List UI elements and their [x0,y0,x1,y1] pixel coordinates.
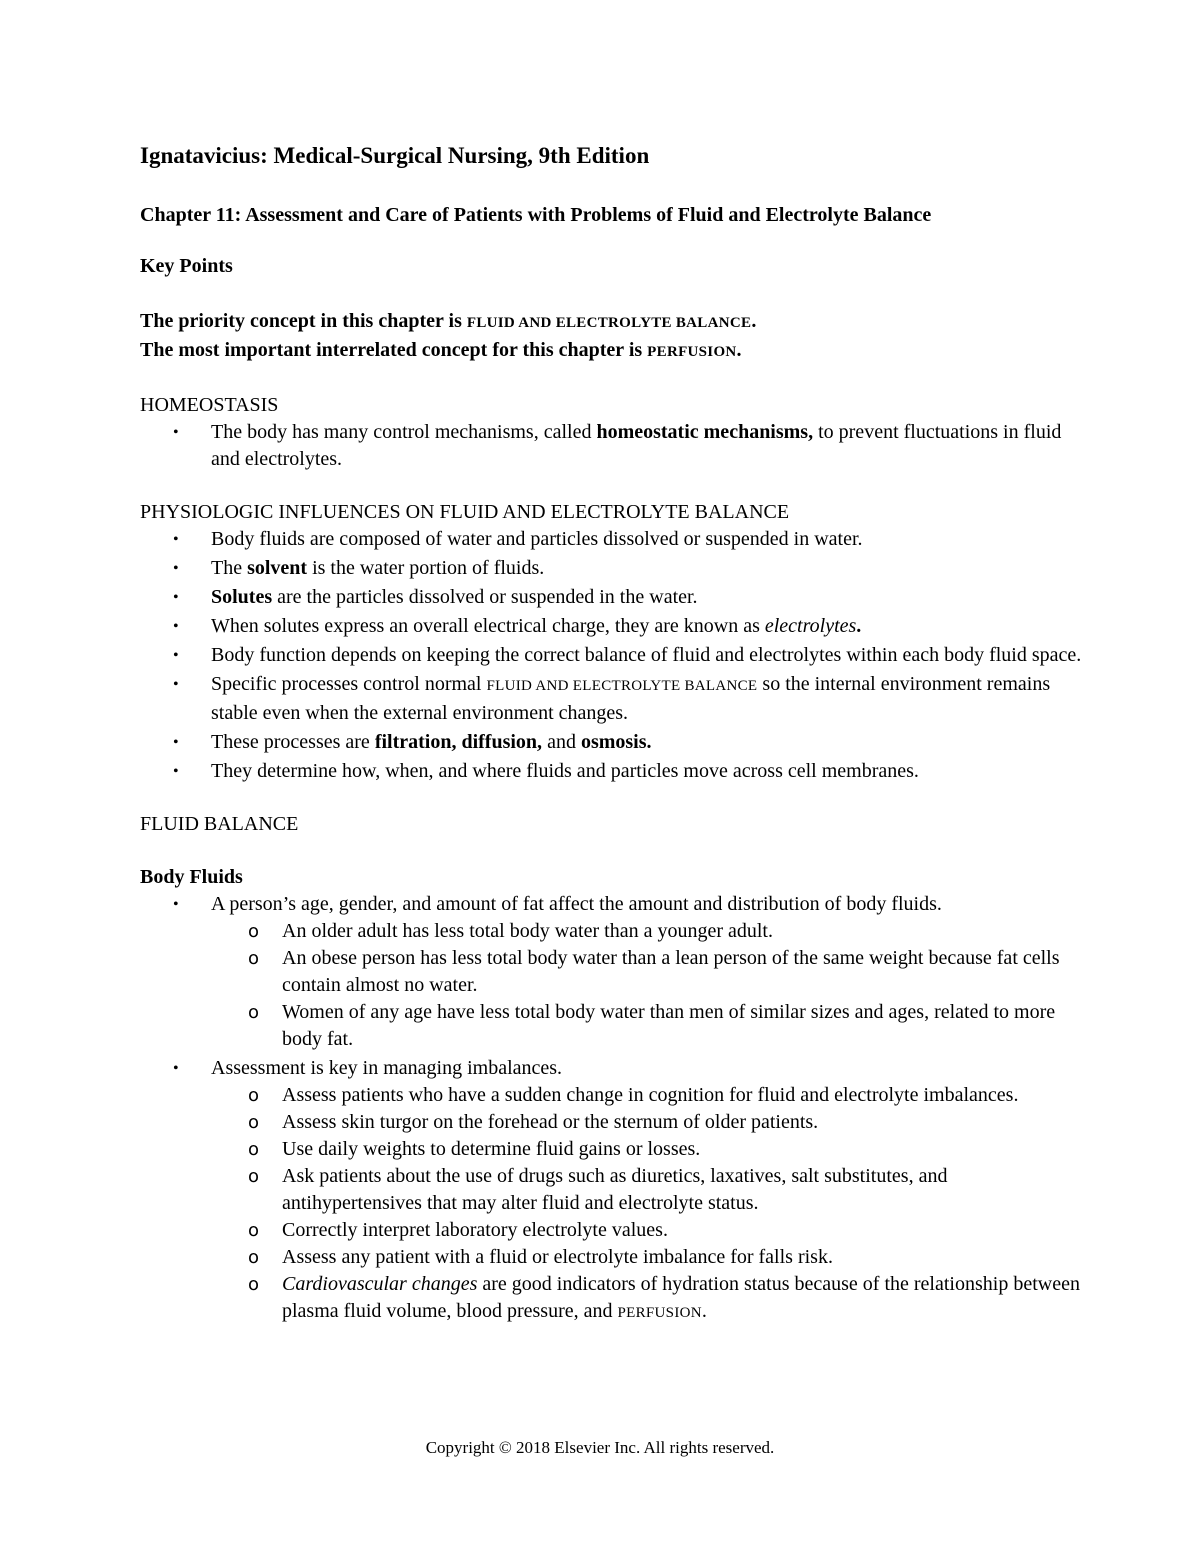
list-item [140,1055,1085,1327]
body-fluids-subheading: Body Fluids [140,866,243,888]
bullet-icon: • [173,618,179,635]
priority-concept [140,308,1085,337]
chapter-heading: Chapter 11: Assessment and Care of Patients with Problems of Fluid and Electrolyte Balance [140,204,932,226]
physiologic-heading: PHYSIOLOGIC INFLUENCES ON FLUID AND ELECTROLYTE BALANCE [140,501,790,523]
interrelated-concept-value: PERFUSION [647,344,737,360]
sub-list-item-text: Assess patients who have a sudden change in cognition for fluid and electrolyte imbalances. [282,1084,1019,1106]
list-item [140,671,1085,727]
list-item-italic: electrolytes [764,615,857,637]
list-item-text: When solutes express an overall electrical charge, they are known as [211,615,765,637]
list-item-text: Specific processes control normal [211,673,487,695]
list-item [140,642,1085,669]
circle-bullet-icon: o [248,948,260,969]
body-fluids-section [140,864,1085,1327]
bullet-icon: • [173,896,179,913]
key-points-heading: Key Points [140,255,233,277]
homeostasis-list [140,419,1085,473]
physiologic-list [140,526,1085,785]
priority-concept-value: FLUID AND ELECTROLYTE BALANCE [466,315,752,331]
circle-bullet-icon: o [248,1002,260,1023]
sub-list [211,918,1085,1053]
sub-list-item-text: An obese person has less total body water than a lean person of the same weight because fat cells contain almost no water. [282,947,1060,996]
list-item-text: The body has many control mechanisms, called [211,421,597,443]
interrelated-concept-suffix: . [736,339,742,361]
list-item [140,758,1085,785]
priority-concept-prefix: The priority concept in this chapter is [140,310,467,332]
document-title: Ignatavicius: Medical-Surgical Nursing, 9th Edition [140,143,650,168]
bullet-icon: • [173,560,179,577]
list-item-text: Assessment is key in managing imbalances. [211,1057,563,1079]
sub-list-item [211,1136,1085,1163]
body-fluids-list [140,891,1085,1327]
sub-list-item [211,1271,1085,1327]
circle-bullet-icon: o [248,1166,260,1187]
sub-list-item [211,1163,1085,1217]
list-item-text: to prevent fluctuations in fluid and electrolytes. [211,421,1062,470]
document-page [140,140,1085,1329]
fluid-balance-heading: FLUID BALANCE [140,813,299,835]
bullet-icon: • [173,589,179,606]
sub-list-item-text: are good indicators of hydration status because of the relationship between plasma fluid volume, blood pressure, and [282,1273,1080,1322]
list-item-bold: homeostatic mechanisms, [596,421,814,443]
sub-list-item [211,945,1085,999]
list-item-text: is the water portion of fluids. [307,557,545,579]
list-item-text: are the particles dissolved or suspended in the water. [272,586,698,608]
sub-list-item [211,999,1085,1053]
bullet-icon: • [173,647,179,664]
sub-list [211,1082,1085,1327]
bullet-icon: • [173,424,179,441]
bullet-icon: • [173,763,179,780]
fluid-balance-heading-block [140,811,1085,838]
list-item [140,584,1085,611]
sub-list-item-italic: Cardiovascular changes [282,1273,478,1295]
list-item-text: Body function depends on keeping the correct balance of fluid and electrolytes within each body fluid space. [211,644,1082,666]
list-item-text: so the internal environment remains stable even when the external environment changes. [211,673,1051,724]
circle-bullet-icon: o [248,1274,260,1295]
priority-concept-suffix: . [751,310,757,332]
list-item [140,891,1085,1053]
sub-list-item [211,1109,1085,1136]
circle-bullet-icon: o [248,1220,260,1241]
circle-bullet-icon: o [248,1139,260,1160]
list-item-bold: Solutes [211,586,273,608]
bullet-icon: • [173,676,179,693]
homeostasis-section [140,392,1085,473]
circle-bullet-icon: o [248,1112,260,1133]
sub-list-item [211,1082,1085,1109]
sub-list-item-text: Correctly interpret laboratory electrolyte values. [282,1219,668,1241]
list-item-text: Body fluids are composed of water and particles dissolved or suspended in water. [211,528,863,550]
list-item-text: They determine how, when, and where fluids and particles move across cell membranes. [211,760,919,782]
sub-list-item-text: Ask patients about the use of drugs such as diuretics, laxatives, salt substitutes, and antihypertensives that may alter fluid and electrolyte status. [282,1165,948,1214]
circle-bullet-icon: o [248,1247,260,1268]
sub-list-item-text: . [701,1300,707,1322]
list-item [140,555,1085,582]
sub-list-item-text: Assess any patient with a fluid or electrolyte imbalance for falls risk. [282,1246,833,1268]
bullet-icon: • [173,1060,179,1077]
list-item [140,729,1085,756]
list-item-smallcaps: FLUID AND ELECTROLYTE BALANCE [486,678,758,694]
list-item [140,526,1085,553]
sub-list-item [211,1244,1085,1271]
sub-list-item [211,918,1085,945]
sub-list-item-text: An older adult has less total body water than a younger adult. [282,920,773,942]
sub-list-item-text: Assess skin turgor on the forehead or the sternum of older patients. [282,1111,819,1133]
interrelated-concept-prefix: The most important interrelated concept for this chapter is [140,339,648,361]
physiologic-section [140,499,1085,785]
copyright-footer: Copyright © 2018 Elsevier Inc. All rights reserved. [425,1438,775,1457]
list-item-text: The [211,557,248,579]
bullet-icon: • [173,734,179,751]
list-item-bold: solvent [247,557,308,579]
circle-bullet-icon: o [248,1085,260,1106]
list-item [140,613,1085,640]
bullet-icon: • [173,531,179,548]
list-item-bold: . [856,615,862,637]
sub-list-item-text: Women of any age have less total body water than men of similar sizes and ages, related to more body fat. [282,1001,1056,1050]
interrelated-concept [140,337,1085,366]
list-item-bold: osmosis. [580,731,652,753]
list-item [140,419,1085,473]
list-item-text: A person’s age, gender, and amount of fat affect the amount and distribution of body fluids. [211,893,942,915]
sub-list-item [211,1217,1085,1244]
list-item-bold: filtration, diffusion, [374,731,543,753]
sub-list-item-text: Use daily weights to determine fluid gains or losses. [282,1138,701,1160]
list-item-text: and [542,731,581,753]
concepts-block [140,308,1085,366]
sub-list-item-smallcaps: PERFUSION [617,1305,702,1321]
circle-bullet-icon: o [248,921,260,942]
homeostasis-heading: HOMEOSTASIS [140,394,279,416]
list-item-text: These processes are [211,731,375,753]
